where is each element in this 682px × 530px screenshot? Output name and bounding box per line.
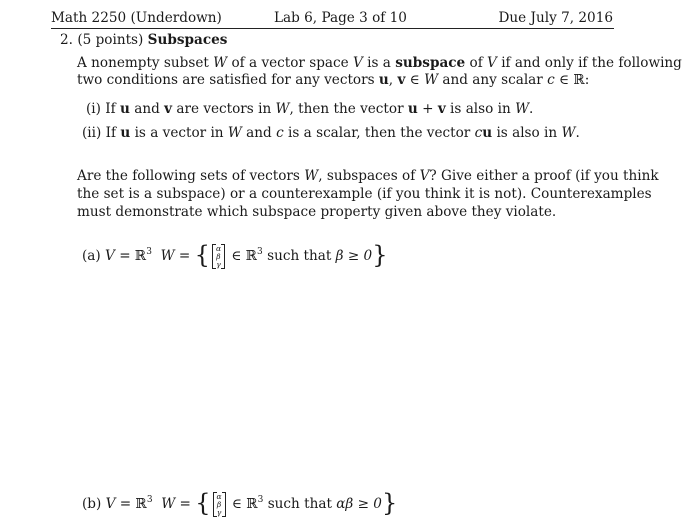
text: of — [465, 55, 488, 71]
part-label: (a) — [82, 248, 101, 264]
text: + — [417, 101, 438, 117]
text: is a vector in — [130, 125, 228, 141]
vec-u: u — [120, 101, 130, 117]
text: are vectors in — [172, 101, 276, 117]
exponent: 3 — [146, 495, 153, 505]
column-vector — [212, 244, 225, 269]
var-W: W — [561, 125, 576, 141]
problem-heading — [60, 32, 227, 48]
text: If — [100, 101, 121, 117]
exponent: 3 — [257, 495, 264, 505]
var-V: V — [487, 55, 497, 71]
condition-expression: β ≥ 0 — [335, 248, 373, 264]
text: If — [101, 125, 121, 141]
reals-symbol: ℝ — [245, 248, 258, 264]
var-V: V — [419, 168, 430, 184]
column-vector — [213, 492, 226, 517]
text: if and only if the following — [496, 55, 682, 71]
right-brace: } — [372, 241, 388, 269]
vec-u: u — [482, 125, 493, 141]
text: Are the following sets of vectors — [77, 168, 305, 184]
text: = — [115, 496, 136, 512]
intro-line-2 — [77, 72, 589, 88]
text: such that — [262, 248, 336, 264]
var-W: W — [424, 72, 439, 88]
question-line-1 — [77, 168, 659, 184]
text: is also in — [492, 125, 562, 141]
vec-v: v — [437, 101, 446, 117]
part-label: (b) — [82, 496, 102, 512]
problem-number: 2. — [60, 32, 73, 48]
text: : — [584, 72, 590, 88]
vec-entry-alpha: α — [216, 491, 222, 501]
condition-label: (ii) — [82, 125, 102, 141]
text: ∈ — [227, 496, 247, 512]
var-W: W — [227, 125, 242, 141]
var-c: c — [276, 125, 284, 141]
text: is a scalar, then the vector — [283, 125, 475, 141]
text: is also in — [445, 101, 516, 117]
var-W: W — [213, 55, 228, 71]
reals-symbol: ℝ — [135, 496, 147, 512]
question-line-2: the set is a subspace) or a counterexample (if you think it is not). Counterexamples — [77, 186, 652, 202]
problem-points: (5 points) — [77, 32, 144, 48]
left-brace: { — [194, 241, 210, 269]
vec-u: u — [378, 72, 389, 88]
text: . — [529, 101, 534, 117]
var-W: W — [304, 168, 319, 184]
var-W: W — [161, 496, 176, 512]
part-a — [82, 240, 387, 269]
text: and — [241, 125, 277, 141]
text: such that — [263, 496, 337, 512]
var-c: c — [474, 125, 483, 141]
text: is a — [362, 55, 396, 71]
var-V: V — [105, 496, 116, 512]
text: = — [174, 248, 195, 264]
exponent: 3 — [257, 247, 263, 257]
text: = — [114, 248, 135, 264]
text: of a vector space — [227, 55, 354, 71]
var-W: W — [160, 248, 175, 264]
vec-entry-beta: β — [216, 499, 222, 509]
exponent: 3 — [146, 247, 152, 257]
var-c: c — [547, 72, 555, 88]
vec-v: v — [397, 72, 406, 88]
question-line-3: must demonstrate which subspace property given above they violate. — [77, 204, 557, 220]
text: A nonempty subset — [77, 55, 214, 71]
text: , — [388, 72, 398, 88]
vec-v: v — [164, 101, 173, 117]
header-page-info: Lab 6, Page 3 of 10 — [274, 10, 407, 26]
vec-u: u — [120, 125, 131, 141]
text: ? Give either a proof (if you think — [429, 168, 659, 184]
text: . — [575, 125, 580, 141]
vec-entry-gamma: γ — [216, 259, 221, 269]
condition-i — [86, 101, 533, 117]
var-V: V — [105, 248, 115, 264]
reals-symbol: ℝ — [573, 72, 585, 88]
var-V: V — [353, 55, 363, 71]
condition-label: (i) — [86, 101, 101, 117]
condition-ii — [82, 125, 580, 141]
text: = — [175, 496, 196, 512]
reals-symbol: ℝ — [246, 496, 258, 512]
header-due-date: Due July 7, 2016 — [498, 10, 613, 26]
header-course: Math 2250 (Underdown) — [51, 10, 222, 26]
var-W: W — [515, 101, 530, 117]
header-rule — [51, 28, 614, 29]
text: two conditions are satisfied for any vectors — [77, 72, 379, 88]
condition-expression: αβ ≥ 0 — [336, 496, 382, 512]
vec-entry-alpha: α — [215, 243, 222, 253]
var-W: W — [275, 101, 290, 117]
vec-entry-beta: β — [216, 251, 221, 261]
text: and any scalar — [438, 72, 548, 88]
text: ∈ — [227, 248, 246, 264]
text: and — [129, 101, 165, 117]
text: , then the vector — [289, 101, 408, 117]
reals-symbol: ℝ — [134, 248, 147, 264]
problem-title: Subspaces — [147, 32, 228, 48]
left-brace: { — [195, 489, 211, 517]
part-b — [82, 488, 397, 517]
vec-u: u — [407, 101, 418, 117]
text: , subspaces of — [318, 168, 420, 184]
right-brace: } — [381, 489, 398, 517]
term-subspace: subspace — [395, 55, 466, 71]
vec-entry-gamma: γ — [216, 507, 222, 517]
text: ∈ — [554, 72, 574, 88]
intro-line-1 — [77, 55, 682, 71]
text: ∈ — [405, 72, 425, 88]
